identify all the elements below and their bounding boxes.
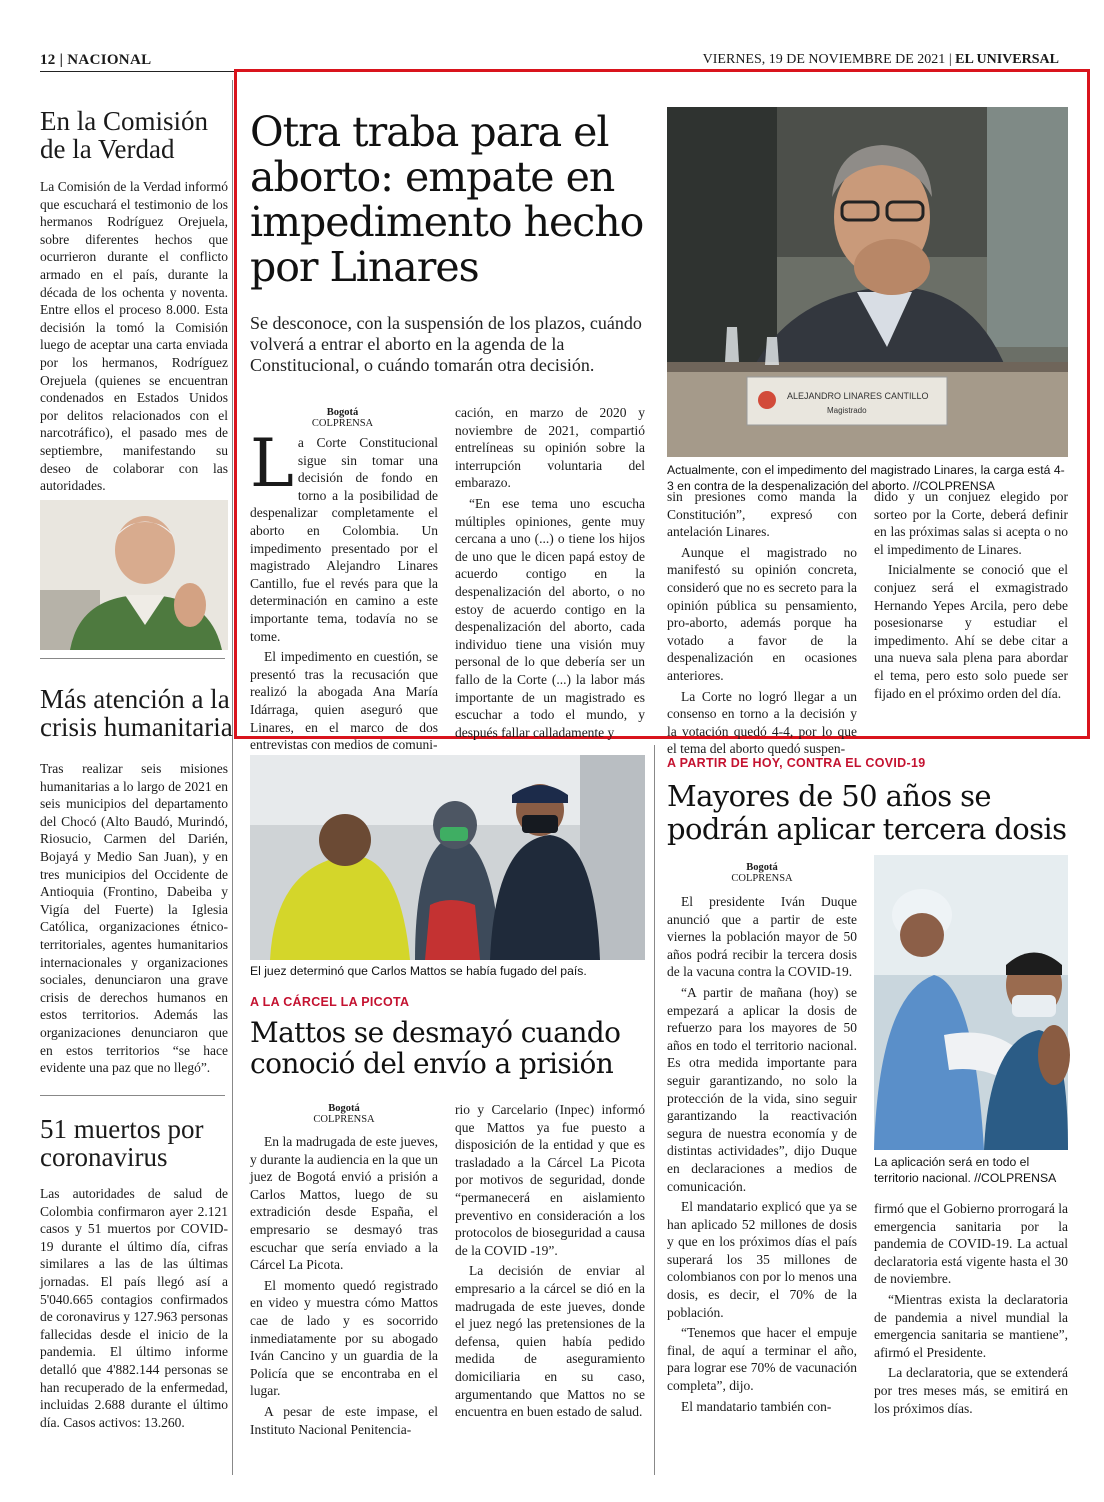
main-column-2: cación, en marzo de 2020 y noviembre de 2021, compartió entrelíneas su opinión sobre la interrupción voluntaria del embarazo. “En ese tema uno escucha múltiples opiniones, gente muy cercana a uno (...) o tiene los hijos de uno que le dicen papá estoy de acuerdo contigo en la despenalización del aborto, o no estoy de acuerdo contigo en la despenalización del aborto, cada individuo tiene una visión muy personal de lo que debería ser un fallo de la Corte (...) la labor más importante de un magistrado es escuchar a todo el mundo, y después fallar calladamente y [455, 405, 645, 740]
main-column-3: sin presiones como manda la Constitución”, expresó con antelación Linares. Aunque el magistrado no manifestó su opinión concreta, consideró que no es secreto para la opinión pública su pensamiento, pro-aborto, además porque ha votado a favor de la despenalización en ocasiones anteriores. La Corte no logró llegar a un consenso en torno a la decisión y la votación quedó 4-4, por lo que el tema del aborto quedó suspen- [667, 489, 857, 757]
main-dropcap: L [250, 425, 294, 502]
mattos-dateline: Bogotá COLPRENSA [313, 1103, 375, 1125]
mattos-arrest-image [250, 755, 645, 960]
sidebar-rule-2 [40, 1095, 225, 1096]
sidebar-rule-1 [40, 658, 225, 659]
covid-column-1: El presidente Iván Duque anunció que a partir de este viernes la población mayor de 50 años podrá recibir la tercera dosis de la vacuna contra la COVID-19. “A partir de mañana (hoy) se empezará a aplicar la dosis de refuerzo para los mayores de 50 años en todo el territorio nacional. Es otra medida importante para seguir garantizando, no solo la protección de la vida, sino seguir garantizando la reactivación segura de nuestra economía y de distintas actividades”, dijo Duque en declaraciones a medios de comunicación. El mandatario explicó que ya se han aplicado 52 millones de dosis y que en los próximos días el país superará los 35 millones de colombianos con por lo menos una dosis, es decir, el 70% de la población. “Tenemos que hacer el empuje final, de aquí a terminar el año, para lograr ese 70% de vacunación completa”, dijo. El mandatario también con- [667, 894, 857, 1414]
newspaper-name: EL UNIVERSAL [955, 52, 1059, 67]
vaccination-image [874, 855, 1068, 1150]
sidebar-muertos-title: 51 muertos por coronavirus [40, 1114, 204, 1172]
mattos-column-1: En la madrugada de este jueves, y durante la audiencia en la que un juez de Bogotá envió a prisión a Carlos Mattos, luego de su extradición desde España, el empresario se desmayó tras escuchar que sería enviado a la Cárcel La Picota. El momento quedó registrado en video y muestra cómo Mattos cae de lado y es socorrido inmediatamente por su abogado Iván Cancino y un guardia de la Policía que se encontraba en el lugar. A pesar de este impase, el Instituto Nacional Penitencia- [250, 1134, 438, 1437]
sidebar-photo-rodriguez [40, 500, 228, 650]
bottom-column-divider [654, 745, 655, 1475]
covid-headline: Mayores de 50 años se podrán aplicar tercera dosis [667, 779, 1067, 846]
magistrate-photo-image [667, 107, 1068, 457]
mattos-photo [250, 755, 645, 960]
mattos-photo-caption: El juez determinó que Carlos Mattos se había fugado del país. [250, 964, 587, 978]
mattos-kicker: A LA CÁRCEL LA PICOTA [250, 995, 410, 1009]
covid-kicker: A PARTIR DE HOY, CONTRA EL COVID-19 [667, 756, 926, 770]
main-column-1: La Corte Constitucional sigue sin tomar una decisión de fondo en torno a la posibilidad de despenalizar completamente el aborto en Colombia. Un impedimento presentado por el magistrado Alejandro Linares Cantillo, fue el revés para que la determinación en camino a este importante tema, todavía no se tome. El impedimento en cuestión, se presentó tras la recusación que realizó la abogada Ana María Idárraga, quien aseguró que Linares, en el marco de dos entrevistas con medios de comuni- [250, 425, 438, 753]
main-photo-linares [667, 107, 1068, 457]
sidebar-crisis-body: Tras realizar seis misiones humanitarias a lo largo de 2021 en seis municipios del departamento del Chocó (Alto Baudó, Murindó, Riosucio, Carmen del Darién, Bojayá y Medio San Juan), y en tres municipios del Occidente de Antioquia (Frontino, Dabeiba y Vigía del Fuerte) la Iglesia Católica, organizaciones étnico- territoriales, agentes humanitarios internacionales y organizaciones sociales, denunciaron una grave crisis de derechos humanos en estos territorios. Además las organizaciones denunciaron que en estos territorios “se hace evidente una paz que no llegó”. [40, 761, 228, 1076]
sidebar-comision-title: En la Comisión de la Verdad [40, 106, 208, 164]
page-section-label: 12 | NACIONAL [40, 52, 152, 68]
mattos-headline: Mattos se desmayó cuando conoció del envío a prisión [250, 1016, 621, 1080]
covid-photo [874, 855, 1068, 1150]
covid-dateline: Bogotá COLPRENSA [731, 862, 793, 884]
sidebar-comision-body: La Comisión de la Verdad informó que escuchará el testimonio de los hermanos Rodríguez Orejuela, sobre diferentes hechos que ocurrieron durante el conflicto armado en el país, durante la década de los ochenta y noventa. Entre ellos el proceso 8.000. Esta decisión la tomó la Comisión luego de aceptar una carta enviada por los hermanos, Rodríguez Orejuela (quienes se encuentran condenados en Estados Unidos por delitos relacionados con el narcotráfico), el pasado mes de septiembre, manifestando su deseo de colaborar con las autoridades. [40, 179, 228, 494]
main-dateline: Bogotá COLPRENSA [311, 407, 374, 429]
man-portrait-image [40, 500, 228, 650]
sidebar-muertos-body: Las autoridades de salud de Colombia confirmaron ayer 2.121 casos y 51 muertos por COVID-19 durante el último día, cifras similares a las de las últimas jornadas. El país llegó así a 5'040.665 contagios confirmados de coronavirus y 127.963 personas fallecidas desde el inicio de la pandemia. El último informe detalló que 4'882.144 personas se han recuperado de la enfermedad, incluidas 2.688 durante el último día. Casos activos: 13.260. [40, 1186, 228, 1430]
issue-date: VIERNES, 19 DE NOVIEMBRE DE 2021 [702, 52, 946, 67]
covid-photo-caption: La aplicación será en todo el territorio nacional. //COLPRENSA [874, 1155, 1057, 1185]
nameplate-role: Magistrado [827, 406, 867, 415]
main-headline: Otra traba para el aborto: empate en impedimento hecho por Linares [250, 108, 644, 291]
issue-date-line: VIERNES, 19 DE NOVIEMBRE DE 2021 | EL UNIVERSAL [702, 52, 1059, 67]
sidebar-crisis-title: Más atención a la crisis humanitaria [40, 684, 233, 742]
main-column-4: dido y un conjuez elegido por sorteo por la Corte, deberá definir en las próximas salas si acepta o no el impedimento de Linares. Inicialmente se conoció que el conjuez será el exmagistrado Hernando Yepes Arcila, pero debe posesionarse y estudiar el impedimento. Ahí se debe citar a una nueva sala plena para abordar el tema, pero esto solo puede ser fijado en el próximo orden del día. [874, 489, 1068, 701]
covid-column-2: firmó que el Gobierno prorrogará la emergencia sanitaria por la pandemia de COVID-19. La actual declaratoria está vigente hasta el 30 de noviembre. “Mientras exista la declaratoria de pandemia a nivel mundial la emergencia sanitaria se mantiene”, afirmó el Presidente. La declaratoria, que se extenderá por tres meses más, se emitirá en los próximos días. [874, 1201, 1068, 1416]
main-deck: Se desconoce, con la suspensión de los plazos, cuándo volverá a entrar el aborto en la agenda de la Constitucional, o cuándo tomarán otra decisión. [250, 313, 642, 375]
mattos-column-2: rio y Carcelario (Inpec) informó que Mattos ya fue puesto a disposición de la entidad y que es trasladado a la Cárcel La Picota por motivos de seguridad, donde “permanecerá en aislamiento preventivo en consideración a los protocolos de bioseguridad a causa de la COVID -19”. La decisión de enviar al empresario a la cárcel se dió en la madrugada de este jueves, donde el juez negó las pretensiones de la defensa, quien había pedido medida de aseguramiento domiciliaria en su caso, argumentando que Mattos no se encuentra en buen estado de salud. [455, 1102, 645, 1420]
nameplate-name: ALEJANDRO LINARES CANTILLO [787, 391, 929, 401]
sidebar-divider [232, 80, 233, 1475]
main-photo-caption: Actualmente, con el impedimento del magistrado Linares, la carga está 4-3 en contra de la despenalización del aborto. //COLPRENSA [667, 463, 1065, 493]
